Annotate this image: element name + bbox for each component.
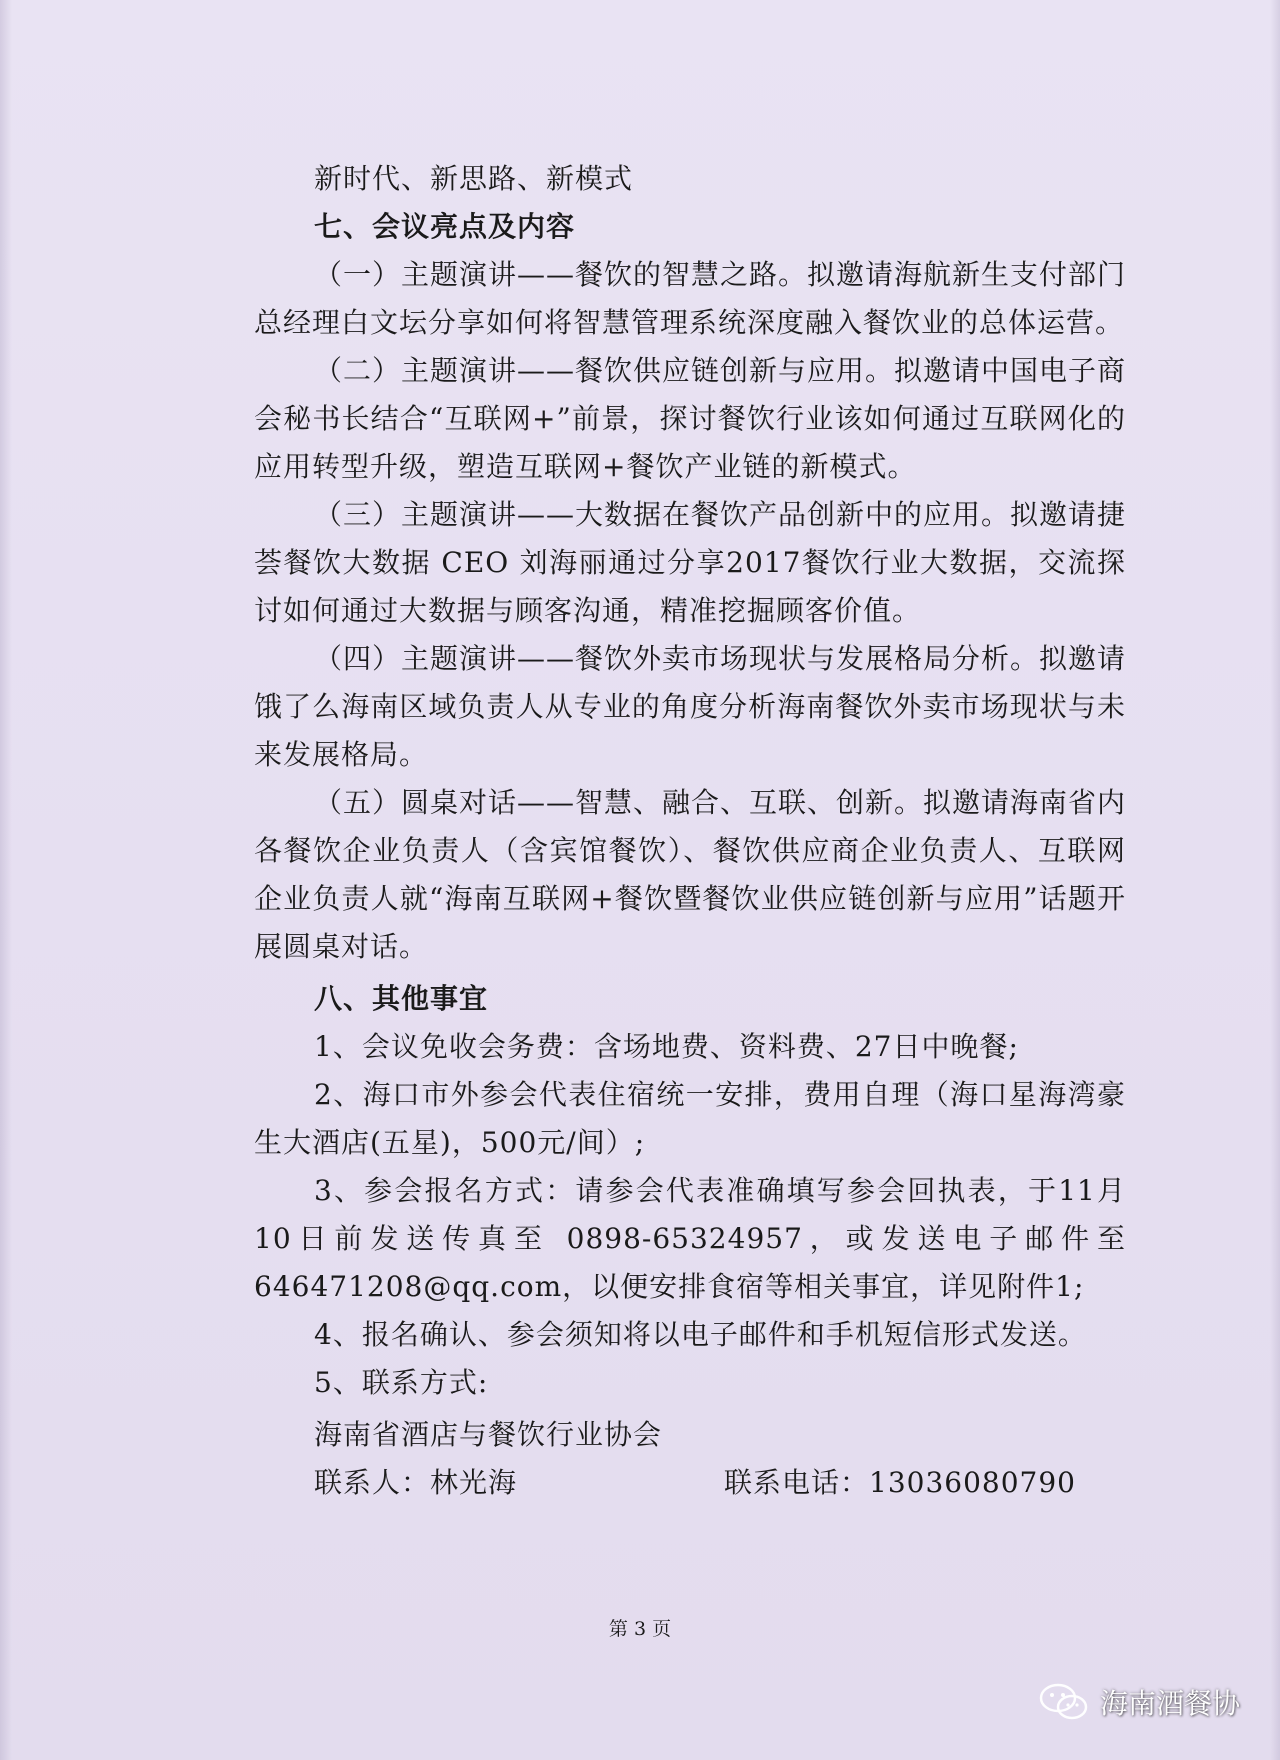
section-7-heading: 七、会议亮点及内容	[314, 210, 576, 243]
section-7-item-3: （三）主题演讲——大数据在餐饮产品创新中的应用。拟邀请捷荟餐饮大数据 CEO 刘海丽通过分享2017餐饮行业大数据，交流探讨如何通过大数据与顾客沟通，精准挖掘顾客价值。	[254, 498, 1127, 627]
section-8-item-4: 4、报名确认、参会须知将以电子邮件和手机短信形式发送。	[314, 1318, 1087, 1351]
contact-person: 联系人：林光海	[314, 1466, 518, 1499]
watermark-text: 海南酒餐协	[1099, 1687, 1240, 1720]
contact-phone: 联系电话：13036080790	[724, 1466, 1076, 1499]
section-7-item-2: （二）主题演讲——餐饮供应链创新与应用。拟邀请中国电子商会秘书长结合“互联网+”前景，探讨餐饮行业该如何通过互联网化的应用转型升级，塑造互联网+餐饮产业链的新模式。	[254, 354, 1127, 483]
wechat-icon	[1038, 1682, 1090, 1722]
contact-row	[254, 1459, 1126, 1507]
section-7-item-1: （一）主题演讲——餐饮的智慧之路。拟邀请海航新生支付部门总经理白文坛分享如何将智慧管理系统深度融入餐饮业的总体运营。	[254, 258, 1127, 339]
section-8-item-1: 1、会议免收会务费：含场地费、资料费、27日中晚餐;	[314, 1030, 1019, 1063]
section-7-item-4: （四）主题演讲——餐饮外卖市场现状与发展格局分析。拟邀请饿了么海南区域负责人从专业的角度分析海南餐饮外卖市场现状与未来发展格局。	[254, 642, 1127, 771]
tagline: 新时代、新思路、新模式	[314, 162, 634, 195]
section-8-heading: 八、其他事宜	[314, 982, 489, 1015]
section-8-item-2: 2、海口市外参会代表住宿统一安排，费用自理（海口星海湾豪生大酒店(五星)，500元/间）;	[254, 1078, 1126, 1159]
watermark	[1038, 1682, 1240, 1722]
page-number: 第 3 页	[608, 1618, 672, 1640]
section-7-item-5: （五）圆桌对话——智慧、融合、互联、创新。拟邀请海南省内各餐饮企业负责人（含宾馆餐饮）、餐饮供应商企业负责人、互联网企业负责人就“海南互联网+餐饮暨餐饮业供应链创新与应用”话题开展圆桌对话。	[254, 786, 1127, 963]
section-8-item-3: 3、参会报名方式：请参会代表准确填写参会回执表，于11月10日前发送传真至 0898-65324957，或发送电子邮件至 646471208@qq.com，以便安排食宿等相关事宜，详见附件1;	[254, 1174, 1126, 1303]
organization-name: 海南省酒店与餐饮行业协会	[314, 1418, 663, 1451]
scan-edge-right	[1270, 0, 1280, 1760]
scan-edge-left	[0, 0, 12, 1760]
section-8-item-5: 5、联系方式:	[314, 1366, 489, 1399]
document-body	[254, 155, 1126, 1507]
